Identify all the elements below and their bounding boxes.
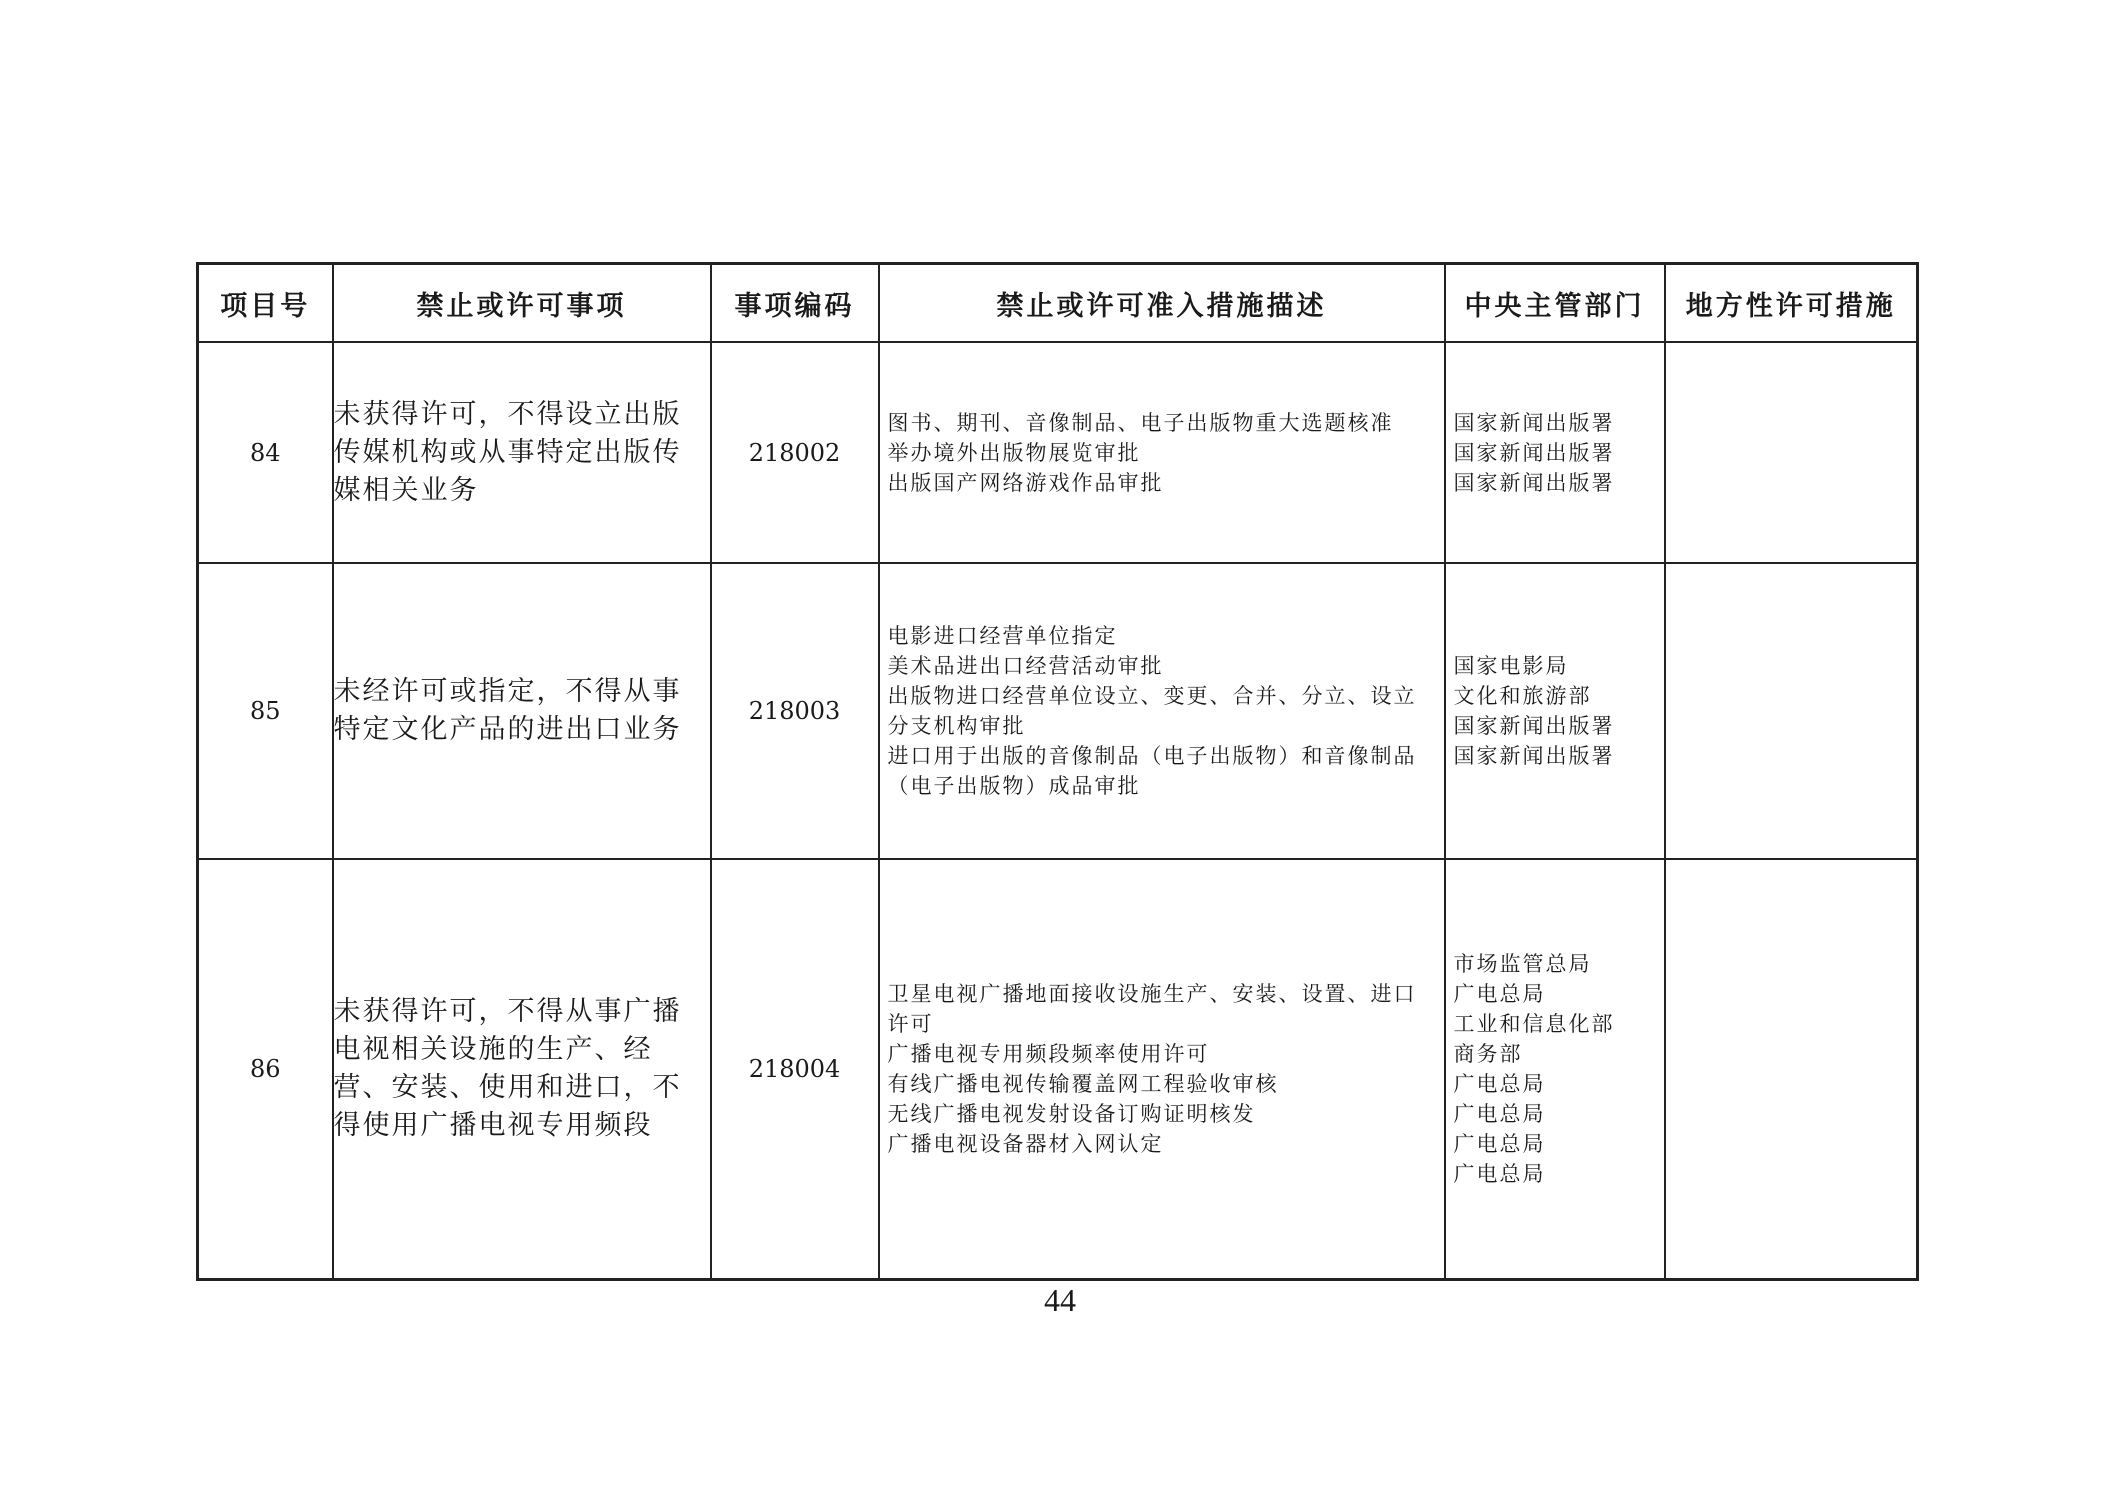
header-local-measures: 地方性许可措施 xyxy=(1665,264,1918,343)
item-number: 84 xyxy=(198,342,333,563)
measure-description: 有线广播电视传输覆盖网工程验收审核 xyxy=(887,1071,1279,1096)
department-name: 广电总局 xyxy=(1453,981,1546,1006)
header-description: 禁止或许可准入措施描述 xyxy=(879,264,1445,343)
department-name: 国家新闻出版署 xyxy=(1453,744,1615,768)
department-name: 广电总局 xyxy=(1453,1101,1546,1126)
department-cell xyxy=(1445,859,1665,1279)
measure-description: 无线广播电视发射设备订购证明核发 xyxy=(887,1101,1256,1126)
item-text: 未经许可或指定，不得从事特定文化产品的进出口业务 xyxy=(333,563,711,859)
department-name: 国家新闻出版署 xyxy=(1453,714,1615,738)
department-name: 广电总局 xyxy=(1453,1131,1546,1156)
department-name: 国家新闻出版署 xyxy=(1453,470,1615,495)
department-cell xyxy=(1445,563,1665,859)
item-number: 86 xyxy=(198,859,333,1279)
department-name: 商务部 xyxy=(1453,1041,1523,1066)
local-measures-cell xyxy=(1665,342,1918,563)
item-code: 218004 xyxy=(711,859,879,1279)
measure-description: 图书、期刊、音像制品、电子出版物重大选题核准 xyxy=(887,410,1394,435)
table-row-86 xyxy=(198,859,1918,1279)
measure-description: 进口用于出版的音像制品（电子出版物）和音像制品（电子出版物）成品审批 xyxy=(887,744,1417,798)
department-name: 市场监管总局 xyxy=(1453,951,1592,976)
department-name: 国家新闻出版署 xyxy=(1453,410,1615,435)
department-name: 国家电影局 xyxy=(1453,654,1569,678)
description-cell xyxy=(879,859,1445,1279)
table-row-85 xyxy=(198,563,1918,859)
measure-description: 电影进口经营单位指定 xyxy=(887,624,1118,648)
header-code: 事项编码 xyxy=(711,264,879,343)
description-cell xyxy=(879,563,1445,859)
header-item-number: 项目号 xyxy=(198,264,333,343)
measure-description: 举办境外出版物展览审批 xyxy=(887,440,1141,465)
item-number: 85 xyxy=(198,563,333,859)
header-item: 禁止或许可事项 xyxy=(333,264,711,343)
table-header-row xyxy=(198,264,1918,343)
local-measures-cell xyxy=(1665,563,1918,859)
department-list xyxy=(1446,949,1664,1069)
measure-description: 美术品进出口经营活动审批 xyxy=(887,654,1164,678)
description-cell xyxy=(879,342,1445,563)
table-row-84 xyxy=(198,342,1918,563)
measure-description: 出版物进口经营单位设立、变更、合并、分立、设立分支机构审批 xyxy=(887,684,1417,738)
measure-description: 广播电视设备器材入网认定 xyxy=(887,1131,1164,1156)
header-department: 中央主管部门 xyxy=(1445,264,1665,343)
department-name: 国家新闻出版署 xyxy=(1453,440,1615,465)
item-text: 未获得许可，不得从事广播电视相关设施的生产、经营、安装、使用和进口，不得使用广播电视专用频段 xyxy=(333,859,711,1279)
measure-description: 出版国产网络游戏作品审批 xyxy=(887,470,1164,495)
department-cell xyxy=(1445,342,1665,563)
measure-description: 卫星电视广播地面接收设施生产、安装、设置、进口许可 xyxy=(887,981,1417,1036)
item-text: 未获得许可，不得设立出版传媒机构或从事特定出版传媒相关业务 xyxy=(333,342,711,563)
page-number: 44 xyxy=(1044,1282,1076,1318)
department-name: 工业和信息化部 xyxy=(1453,1011,1615,1036)
department-name: 广电总局 xyxy=(1453,1161,1546,1186)
item-code: 218003 xyxy=(711,563,879,859)
market-access-table xyxy=(196,262,1919,1281)
department-name: 文化和旅游部 xyxy=(1453,684,1592,708)
local-measures-cell xyxy=(1665,859,1918,1279)
item-code: 218002 xyxy=(711,342,879,563)
department-name: 广电总局 xyxy=(1453,1071,1546,1096)
measure-description: 广播电视专用频段频率使用许可 xyxy=(887,1041,1210,1066)
